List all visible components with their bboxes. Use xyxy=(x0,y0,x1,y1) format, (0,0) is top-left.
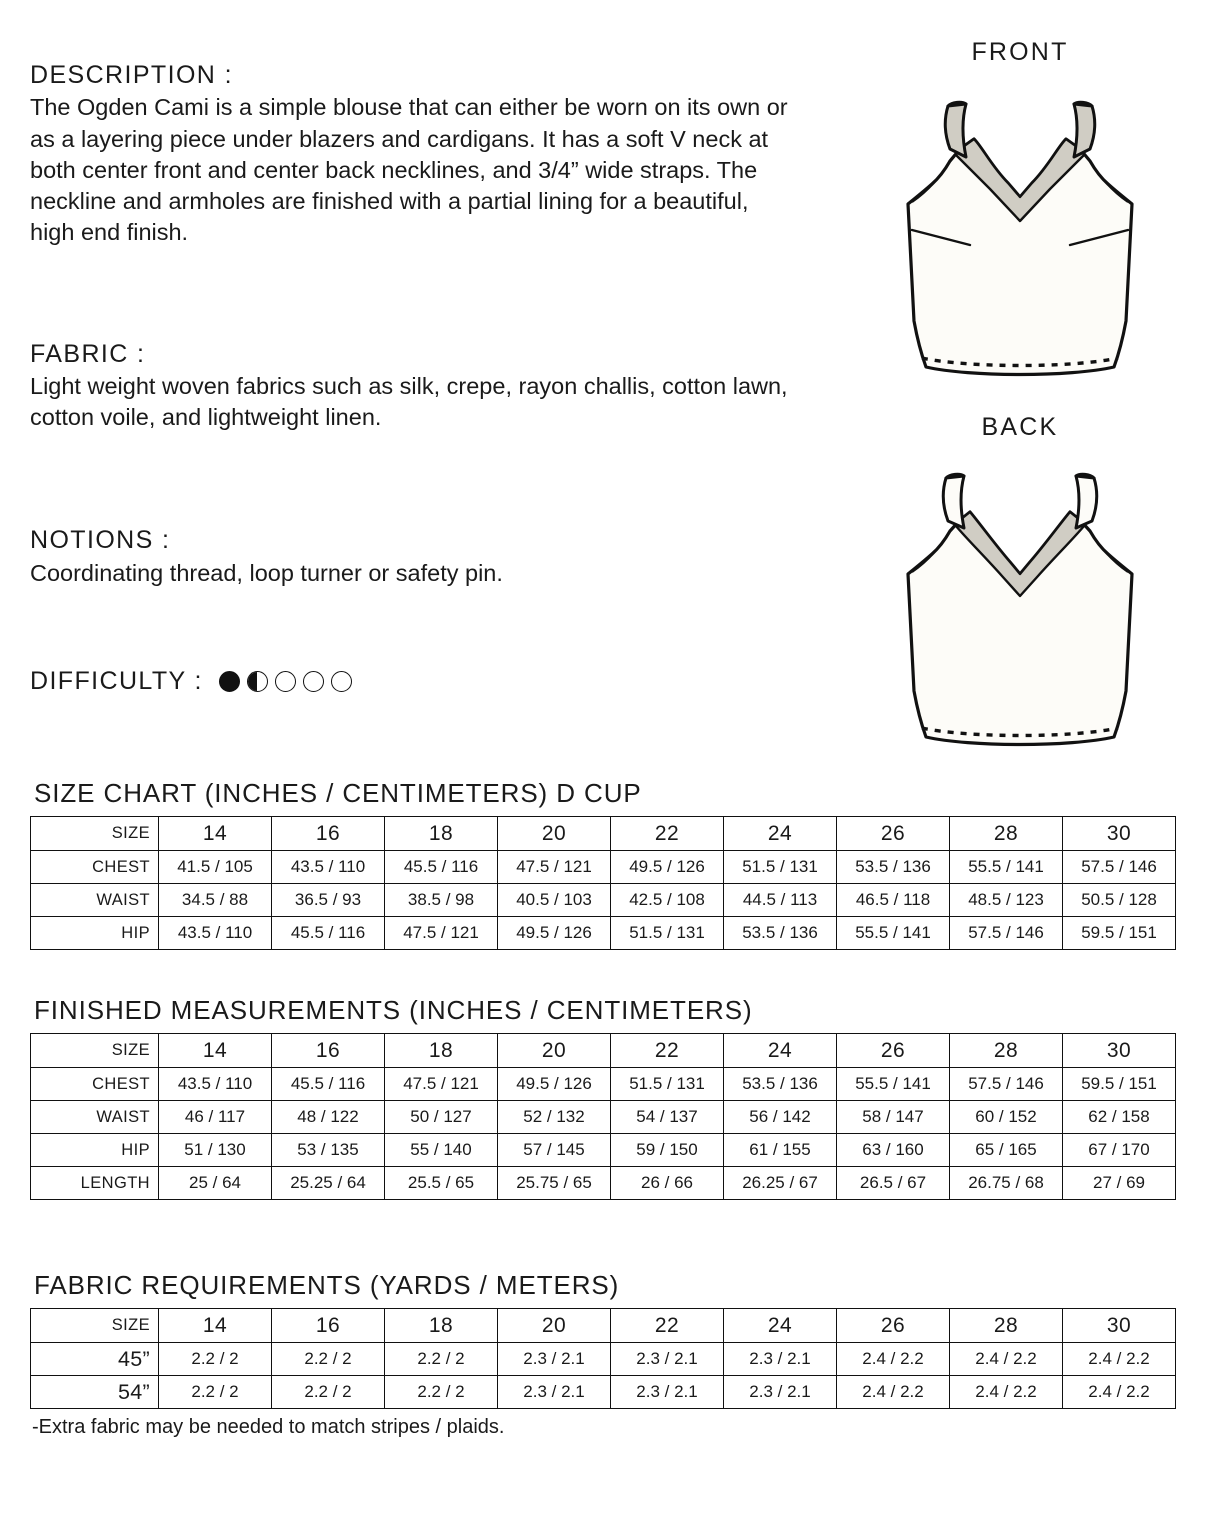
fabric-body: Light weight woven fabrics such as silk, crepe, rayon challis, cotton lawn, cotton voile, and lightweight linen. xyxy=(30,372,788,430)
measurement-cell: 51.5 / 131 xyxy=(724,851,837,884)
difficulty-dot-filled-icon xyxy=(219,671,240,692)
measurement-cell: 46.5 / 118 xyxy=(837,884,950,917)
measurement-cell: 48 / 122 xyxy=(272,1101,385,1134)
measurement-cell: 55.5 / 141 xyxy=(837,917,950,950)
measurement-cell: 2.3 / 2.1 xyxy=(611,1376,724,1409)
measurement-cell: 56 / 142 xyxy=(724,1101,837,1134)
measurement-cell: 51.5 / 131 xyxy=(611,1068,724,1101)
table-row xyxy=(31,1167,1176,1200)
camisole-front-icon xyxy=(870,71,1170,401)
measurement-cell: 55 / 140 xyxy=(385,1134,498,1167)
table-header-row xyxy=(31,817,1176,851)
measurement-cell: 2.4 / 2.2 xyxy=(1063,1343,1176,1376)
measurement-cell: 53.5 / 136 xyxy=(837,851,950,884)
measurement-cell: 47.5 / 121 xyxy=(385,917,498,950)
size-header-cell: 26 xyxy=(837,1309,950,1343)
size-header-cell: 24 xyxy=(724,1034,837,1068)
size-header-cell: 28 xyxy=(950,817,1063,851)
size-header-cell: 18 xyxy=(385,817,498,851)
size-header-cell: 26 xyxy=(837,1034,950,1068)
measurement-cell: 51.5 / 131 xyxy=(611,917,724,950)
row-label: CHEST xyxy=(31,851,159,884)
size-header-cell: 14 xyxy=(159,817,272,851)
difficulty-dot-empty-icon xyxy=(275,671,296,692)
measurement-cell: 26 / 66 xyxy=(611,1167,724,1200)
measurement-cell: 2.2 / 2 xyxy=(159,1343,272,1376)
front-view-illustration xyxy=(855,38,1185,401)
row-label: CHEST xyxy=(31,1068,159,1101)
measurement-cell: 2.4 / 2.2 xyxy=(950,1376,1063,1409)
measurement-cell: 60 / 152 xyxy=(950,1101,1063,1134)
row-label: HIP xyxy=(31,1134,159,1167)
measurement-cell: 62 / 158 xyxy=(1063,1101,1176,1134)
measurement-cell: 26.5 / 67 xyxy=(837,1167,950,1200)
row-label: 54” xyxy=(31,1376,159,1409)
row-label: 45” xyxy=(31,1343,159,1376)
measurement-cell: 59 / 150 xyxy=(611,1134,724,1167)
notions-section xyxy=(30,525,790,589)
spacer-notions-difficulty xyxy=(30,589,790,667)
measurement-cell: 46 / 117 xyxy=(159,1101,272,1134)
measurement-cell: 2.4 / 2.2 xyxy=(837,1376,950,1409)
measurement-cell: 54 / 137 xyxy=(611,1101,724,1134)
measurement-cell: 43.5 / 110 xyxy=(159,1068,272,1101)
measurement-cell: 57.5 / 146 xyxy=(950,917,1063,950)
measurement-cell: 42.5 / 108 xyxy=(611,884,724,917)
size-header-cell: 16 xyxy=(272,817,385,851)
size-header-cell: 20 xyxy=(498,1309,611,1343)
measurement-cell: 49.5 / 126 xyxy=(611,851,724,884)
measurement-cell: 2.3 / 2.1 xyxy=(724,1343,837,1376)
table-row xyxy=(31,1343,1176,1376)
measurement-cell: 26.75 / 68 xyxy=(950,1167,1063,1200)
camisole-back-icon xyxy=(870,446,1170,766)
size-header-cell: 28 xyxy=(950,1309,1063,1343)
table-row xyxy=(31,917,1176,950)
measurement-cell: 38.5 / 98 xyxy=(385,884,498,917)
size-header-cell: 30 xyxy=(1063,1309,1176,1343)
measurement-cell: 59.5 / 151 xyxy=(1063,917,1176,950)
size-header-cell: 14 xyxy=(159,1034,272,1068)
measurement-cell: 53.5 / 136 xyxy=(724,917,837,950)
fabric-requirements-footnote: -Extra fabric may be needed to match stripes / plaids. xyxy=(32,1416,505,1438)
fabric-requirements-table xyxy=(30,1308,1176,1409)
difficulty-dot-empty-icon xyxy=(331,671,352,692)
measurement-cell: 51 / 130 xyxy=(159,1134,272,1167)
measurement-cell: 34.5 / 88 xyxy=(159,884,272,917)
table-header-row xyxy=(31,1309,1176,1343)
front-view-title: FRONT xyxy=(971,38,1069,66)
difficulty-section xyxy=(30,667,790,696)
measurement-cell: 2.4 / 2.2 xyxy=(837,1343,950,1376)
measurement-cell: 2.2 / 2 xyxy=(272,1343,385,1376)
measurement-cell: 50.5 / 128 xyxy=(1063,884,1176,917)
measurement-cell: 45.5 / 116 xyxy=(272,1068,385,1101)
measurement-cell: 25.5 / 65 xyxy=(385,1167,498,1200)
size-header-cell: 22 xyxy=(611,1034,724,1068)
measurement-cell: 41.5 / 105 xyxy=(159,851,272,884)
measurement-cell: 57.5 / 146 xyxy=(950,1068,1063,1101)
measurement-cell: 55.5 / 141 xyxy=(837,1068,950,1101)
fabric-requirements-section xyxy=(30,1270,1176,1439)
fabric-label: FABRIC : xyxy=(30,339,146,368)
measurement-cell: 2.2 / 2 xyxy=(272,1376,385,1409)
size-header-cell: 16 xyxy=(272,1034,385,1068)
row-label: WAIST xyxy=(31,884,159,917)
size-chart-table xyxy=(30,816,1176,950)
size-header-cell: 16 xyxy=(272,1309,385,1343)
measurement-cell: 58 / 147 xyxy=(837,1101,950,1134)
difficulty-rating xyxy=(219,671,352,692)
measurement-cell: 59.5 / 151 xyxy=(1063,1068,1176,1101)
measurement-cell: 36.5 / 93 xyxy=(272,884,385,917)
measurement-cell: 49.5 / 126 xyxy=(498,917,611,950)
size-header-cell: 20 xyxy=(498,1034,611,1068)
finished-measurements-title: FINISHED MEASUREMENTS (INCHES / CENTIMETERS) xyxy=(34,995,753,1025)
measurement-cell: 45.5 / 116 xyxy=(385,851,498,884)
measurement-cell: 57.5 / 146 xyxy=(1063,851,1176,884)
description-label: DESCRIPTION : xyxy=(30,61,233,89)
description-body: The Ogden Cami is a simple blouse that can either be worn on its own or as a layering piece under blazers and cardigans. It has a soft V neck at both center front and center back necklines, and 3/4” wide straps. The neckline and armholes are finished with a partial lining for a beautiful, high end finish. xyxy=(30,94,788,246)
difficulty-dot-half-icon xyxy=(247,671,268,692)
measurement-cell: 2.3 / 2.1 xyxy=(724,1376,837,1409)
spacer-description-fabric xyxy=(30,249,790,339)
measurement-cell: 43.5 / 110 xyxy=(159,917,272,950)
size-header-cell: 24 xyxy=(724,1309,837,1343)
size-header-label: SIZE xyxy=(31,1309,159,1343)
size-header-cell: 18 xyxy=(385,1034,498,1068)
row-label: LENGTH xyxy=(31,1167,159,1200)
size-header-cell: 18 xyxy=(385,1309,498,1343)
spacer-fabric-notions xyxy=(30,433,790,525)
fabric-requirements-title: FABRIC REQUIREMENTS (YARDS / METERS) xyxy=(34,1270,620,1300)
size-header-cell: 28 xyxy=(950,1034,1063,1068)
size-header-cell: 26 xyxy=(837,817,950,851)
size-header-cell: 14 xyxy=(159,1309,272,1343)
row-label: HIP xyxy=(31,917,159,950)
measurement-cell: 2.3 / 2.1 xyxy=(611,1343,724,1376)
notions-label: NOTIONS : xyxy=(30,526,171,555)
size-header-label: SIZE xyxy=(31,1034,159,1068)
measurement-cell: 25 / 64 xyxy=(159,1167,272,1200)
measurement-cell: 44.5 / 113 xyxy=(724,884,837,917)
info-column xyxy=(30,60,790,696)
table-row xyxy=(31,884,1176,917)
measurement-cell: 2.2 / 2 xyxy=(385,1376,498,1409)
measurement-cell: 53.5 / 136 xyxy=(724,1068,837,1101)
size-chart-section xyxy=(30,778,1176,950)
size-header-cell: 20 xyxy=(498,817,611,851)
measurement-cell: 57 / 145 xyxy=(498,1134,611,1167)
measurement-cell: 26.25 / 67 xyxy=(724,1167,837,1200)
size-chart-title: SIZE CHART (INCHES / CENTIMETERS) D CUP xyxy=(34,778,642,808)
measurement-cell: 65 / 165 xyxy=(950,1134,1063,1167)
fabric-section xyxy=(30,339,790,434)
table-row xyxy=(31,1068,1176,1101)
measurement-cell: 61 / 155 xyxy=(724,1134,837,1167)
measurement-cell: 48.5 / 123 xyxy=(950,884,1063,917)
measurement-cell: 53 / 135 xyxy=(272,1134,385,1167)
measurement-cell: 2.2 / 2 xyxy=(385,1343,498,1376)
measurement-cell: 2.4 / 2.2 xyxy=(1063,1376,1176,1409)
measurement-cell: 55.5 / 141 xyxy=(950,851,1063,884)
measurement-cell: 63 / 160 xyxy=(837,1134,950,1167)
table-row xyxy=(31,1101,1176,1134)
table-row xyxy=(31,1376,1176,1409)
size-header-cell: 30 xyxy=(1063,817,1176,851)
size-header-cell: 22 xyxy=(611,817,724,851)
measurement-cell: 25.75 / 65 xyxy=(498,1167,611,1200)
table-row xyxy=(31,1134,1176,1167)
measurement-cell: 27 / 69 xyxy=(1063,1167,1176,1200)
notions-body: Coordinating thread, loop turner or safety pin. xyxy=(30,559,503,586)
measurement-cell: 45.5 / 116 xyxy=(272,917,385,950)
measurement-cell: 49.5 / 126 xyxy=(498,1068,611,1101)
measurement-cell: 52 / 132 xyxy=(498,1101,611,1134)
measurement-cell: 25.25 / 64 xyxy=(272,1167,385,1200)
table-header-row xyxy=(31,1034,1176,1068)
measurement-cell: 2.4 / 2.2 xyxy=(950,1343,1063,1376)
size-header-cell: 22 xyxy=(611,1309,724,1343)
measurement-cell: 47.5 / 121 xyxy=(385,1068,498,1101)
row-label: WAIST xyxy=(31,1101,159,1134)
measurement-cell: 2.3 / 2.1 xyxy=(498,1376,611,1409)
difficulty-dot-empty-icon xyxy=(303,671,324,692)
measurement-cell: 43.5 / 110 xyxy=(272,851,385,884)
size-header-cell: 30 xyxy=(1063,1034,1176,1068)
table-row xyxy=(31,851,1176,884)
measurement-cell: 47.5 / 121 xyxy=(498,851,611,884)
measurement-cell: 50 / 127 xyxy=(385,1101,498,1134)
finished-measurements-section xyxy=(30,995,1176,1200)
measurement-cell: 67 / 170 xyxy=(1063,1134,1176,1167)
back-view-title: BACK xyxy=(981,413,1059,441)
difficulty-label: DIFFICULTY : xyxy=(30,666,203,695)
finished-measurements-table xyxy=(30,1033,1176,1200)
size-header-label: SIZE xyxy=(31,817,159,851)
measurement-cell: 2.3 / 2.1 xyxy=(498,1343,611,1376)
size-header-cell: 24 xyxy=(724,817,837,851)
description-section xyxy=(30,60,790,249)
measurement-cell: 2.2 / 2 xyxy=(159,1376,272,1409)
back-view-illustration xyxy=(855,413,1185,766)
measurement-cell: 40.5 / 103 xyxy=(498,884,611,917)
